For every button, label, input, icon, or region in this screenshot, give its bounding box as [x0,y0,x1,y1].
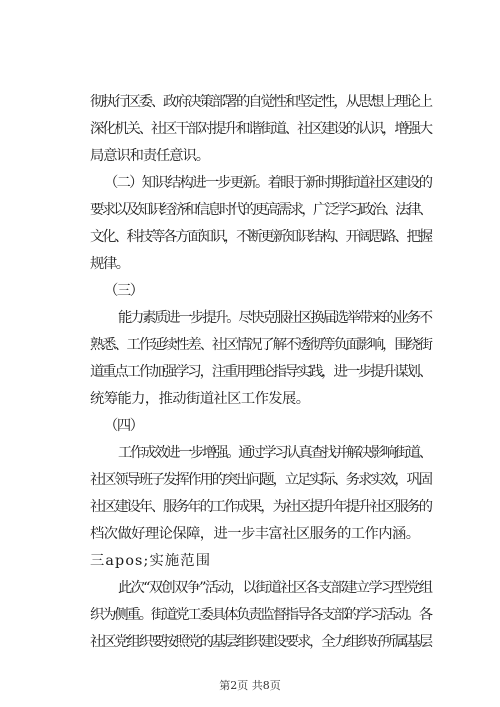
text-line: 统筹能力，推动街道社区工作发展。 [90,391,310,407]
text-line: 档次做好理论保障，进一步丰富社区服务的工作内涵。 [90,526,420,542]
text-line: （四） [104,418,143,434]
text-line: 要求以及知识经济和信息时代的更高需求，广泛学习政治、法律、 [90,202,431,218]
text-line: 规律。 [90,256,129,272]
text-line: （三） [104,283,143,299]
page-number-footer: 第2页 共8页 [219,679,281,692]
text-line: 社区党组织要按照党的基层组织建设要求，全力组织好所属基层 [90,634,431,650]
text-line: 能力素质进一步提升。尽快克服社区换届选举带来的业务不 [118,310,431,326]
text-line: 社区领导班子发挥作用的突出问题，立足实际、务求实效，巩固 [90,472,431,488]
text-line: 熟悉、工作延续性差、社区情况了解不透彻等负面影响，围绕街 [90,337,431,353]
text-line: 社区建设年、服务年的工作成果，为社区提升年提升社区服务的 [90,499,431,515]
text-line: （二）知识结构进一步更新。着眼于新时期街道社区建设的 [104,175,432,191]
text-line: 局意识和责任意识。 [90,148,209,164]
text-line: 织为侧重。街道党工委具体负责监督指导各支部的学习活动。各 [90,607,431,623]
text-line: 工作成效进一步增强。通过学习认真查找并解决影响街道、 [118,445,431,461]
text-line: 彻执行区委、政府决策部署的自觉性和坚定性，从思想上理论上 [90,94,431,110]
text-line: 此次“双创双争”活动，以街道社区各支部建立学习型党组 [118,580,432,596]
text-line: 深化机关、社区干部对提升和谐街道、社区建设的认识，增强大 [90,121,431,137]
section-heading: 三apos;实施范围 [90,553,212,569]
text-line: 道重点工作加强学习，注重用理论指导实践，进一步提升谋划、 [90,364,431,380]
text-line: 文化、科技等各方面知识，不断更新知识结构、开阔思路、把握 [90,229,431,245]
